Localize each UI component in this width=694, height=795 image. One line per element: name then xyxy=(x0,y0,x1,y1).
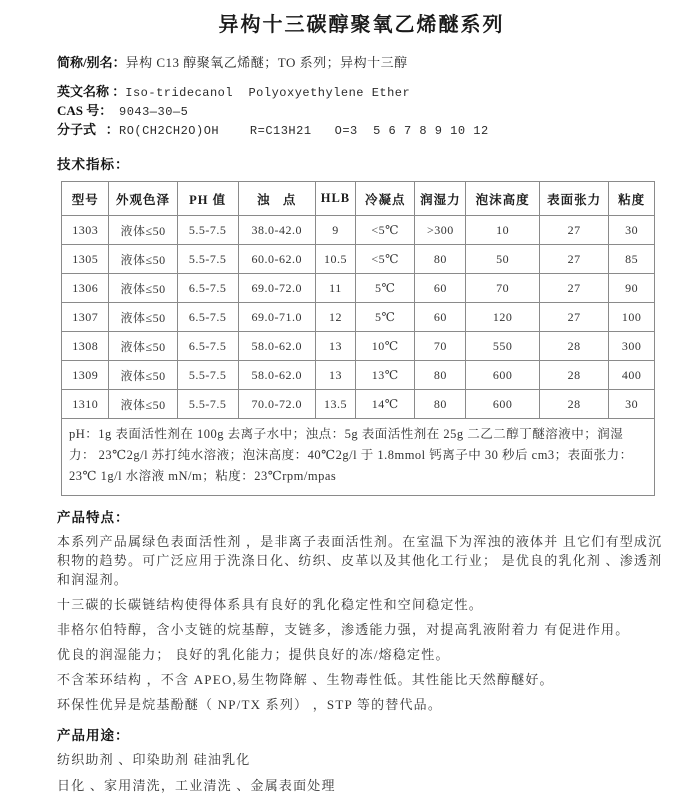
table-cell: 550 xyxy=(466,332,540,361)
alias-label: 简称/别名： xyxy=(57,55,126,70)
table-cell: <5℃ xyxy=(356,245,415,274)
feature-paragraph: 非格尔伯特醇，含小支链的烷基醇，支链多，渗透能力强，对提高乳液附着力 有促进作用。 xyxy=(57,622,630,637)
table-cell: 60.0-62.0 xyxy=(238,245,315,274)
cas-label: CAS 号： xyxy=(57,103,113,118)
table-cell: 液体≤50 xyxy=(109,274,177,303)
table-cell: 70 xyxy=(466,274,540,303)
table-cell: 13 xyxy=(315,332,355,361)
feature-paragraph: 环保性优异是烷基酚醚（ NP/TX 系列） ，STP 等的替代品。 xyxy=(57,697,443,712)
specs-header-row xyxy=(62,182,655,216)
table-row xyxy=(62,274,655,303)
table-cell: 58.0-62.0 xyxy=(238,332,315,361)
table-cell: 5.5-7.5 xyxy=(177,390,238,419)
table-cell: 液体≤50 xyxy=(109,245,177,274)
table-cell: 5.5-7.5 xyxy=(177,361,238,390)
cas-value: 9043—30—5 xyxy=(119,105,189,119)
table-cell: 30 xyxy=(609,390,655,419)
table-cell: 400 xyxy=(609,361,655,390)
table-cell: 100 xyxy=(609,303,655,332)
table-cell: <5℃ xyxy=(356,216,415,245)
table-cell: 5.5-7.5 xyxy=(177,216,238,245)
use-item: 日化 、家用清洗，工业清洗 、金属表面处理 xyxy=(57,778,336,793)
column-header: 外观色泽 xyxy=(109,182,177,216)
table-cell: 1307 xyxy=(62,303,109,332)
table-cell: 58.0-62.0 xyxy=(238,361,315,390)
table-cell: 60 xyxy=(415,274,466,303)
table-row xyxy=(62,361,655,390)
table-cell: 液体≤50 xyxy=(109,216,177,245)
table-cell: 27 xyxy=(539,245,608,274)
table-cell: 300 xyxy=(609,332,655,361)
table-cell: 70.0-72.0 xyxy=(238,390,315,419)
table-cell: 90 xyxy=(609,274,655,303)
features-heading: 产品特点： xyxy=(57,510,130,525)
table-cell: 28 xyxy=(539,332,608,361)
table-cell: 液体≤50 xyxy=(109,303,177,332)
table-row xyxy=(62,303,655,332)
table-cell: 10.5 xyxy=(315,245,355,274)
table-row xyxy=(62,245,655,274)
specs-note: pH：1g 表面活性剂在 100g 去离子水中；浊点：5g 表面活性剂在 25g 二乙二醇丁醚溶液中；润湿力： 23℃2g/l 苏打纯水溶液；泡沫高度：40℃2g/l 于 1.8mmol 钙离子中 30 秒后 cm3；表面张力：23℃ 1g/l 水溶液 mN/m；粘度：23℃rpm/mpas xyxy=(61,418,655,496)
column-header: 冷凝点 xyxy=(356,182,415,216)
table-cell: 10 xyxy=(466,216,540,245)
feature-paragraph: 十三碳的长碳链结构使得体系具有良好的乳化稳定性和空间稳定性。 xyxy=(57,597,484,612)
page-title: 异构十三碳醇聚氧乙烯醚系列 xyxy=(218,14,505,36)
table-cell: 1306 xyxy=(62,274,109,303)
table-cell: >300 xyxy=(415,216,466,245)
english-name-line xyxy=(57,84,666,101)
table-row xyxy=(62,332,655,361)
alias-value: 异构 C13 醇聚氧乙烯醚；TO 系列；异构十三醇 xyxy=(125,55,408,70)
table-cell: 5℃ xyxy=(356,303,415,332)
english-name-label: 英文名称 ： xyxy=(57,84,126,99)
table-cell: 液体≤50 xyxy=(109,361,177,390)
table-cell: 80 xyxy=(415,390,466,419)
table-row xyxy=(62,216,655,245)
table-cell: 70 xyxy=(415,332,466,361)
table-cell: 1310 xyxy=(62,390,109,419)
specs-table xyxy=(61,181,655,419)
table-cell: 1303 xyxy=(62,216,109,245)
formula-label: 分子式 ： xyxy=(57,122,119,137)
table-cell: 10℃ xyxy=(356,332,415,361)
use-item: 纺织助剂 、印染助剂 硅油乳化 xyxy=(57,752,251,767)
table-cell: 28 xyxy=(539,390,608,419)
table-cell: 85 xyxy=(609,245,655,274)
cas-line xyxy=(57,103,666,120)
table-cell: 13 xyxy=(315,361,355,390)
feature-paragraph: 不含苯环结构 ，不含 APEO,易生物降解 、生物毒性低。其性能比天然醇醚好。 xyxy=(57,672,554,687)
table-cell: 液体≤50 xyxy=(109,332,177,361)
table-cell: 80 xyxy=(415,361,466,390)
column-header: 润湿力 xyxy=(415,182,466,216)
table-cell: 1309 xyxy=(62,361,109,390)
english-name-value: Iso-tridecanol Polyoxyethylene Ether xyxy=(125,86,411,100)
table-cell: 80 xyxy=(415,245,466,274)
formula-line xyxy=(57,122,666,139)
table-cell: 11 xyxy=(315,274,355,303)
table-cell: 6.5-7.5 xyxy=(177,274,238,303)
table-cell: 120 xyxy=(466,303,540,332)
table-cell: 12 xyxy=(315,303,355,332)
table-cell: 30 xyxy=(609,216,655,245)
table-cell: 1305 xyxy=(62,245,109,274)
table-cell: 液体≤50 xyxy=(109,390,177,419)
table-cell: 38.0-42.0 xyxy=(238,216,315,245)
column-header: 表面张力 xyxy=(539,182,608,216)
feature-paragraph: 优良的润湿能力； 良好的乳化能力；提供良好的冻/熔稳定性。 xyxy=(57,647,450,662)
column-header: 泡沫高度 xyxy=(466,182,540,216)
feature-paragraph: 本系列产品属绿色表面活性剂 ，是非离子表面活性剂。在室温下为浑浊的液体并 且它们有型成沉积物的趋势。可广泛应用于洗涤日化、纺织、皮革以及其他化工行业； 是优良的乳化剂 、渗透剂和润湿剂。 xyxy=(57,534,663,587)
column-header: 粘度 xyxy=(609,182,655,216)
table-cell: 50 xyxy=(466,245,540,274)
table-cell: 27 xyxy=(539,274,608,303)
table-cell: 69.0-71.0 xyxy=(238,303,315,332)
table-cell: 14℃ xyxy=(356,390,415,419)
column-header: 浊 点 xyxy=(238,182,315,216)
uses-section xyxy=(57,750,666,795)
table-cell: 600 xyxy=(466,361,540,390)
column-header: 型号 xyxy=(62,182,109,216)
features-section xyxy=(57,532,666,714)
column-header: HLB xyxy=(315,182,355,216)
table-cell: 5℃ xyxy=(356,274,415,303)
table-cell: 13.5 xyxy=(315,390,355,419)
formula-value: RO(CH2CH2O)OH R=C13H21 O=3 5 6 7 8 9 10 12 xyxy=(119,124,489,138)
table-cell: 13℃ xyxy=(356,361,415,390)
table-cell: 600 xyxy=(466,390,540,419)
table-cell: 27 xyxy=(539,216,608,245)
table-cell: 5.5-7.5 xyxy=(177,245,238,274)
table-cell: 6.5-7.5 xyxy=(177,332,238,361)
uses-heading: 产品用途： xyxy=(57,728,130,743)
table-cell: 6.5-7.5 xyxy=(177,303,238,332)
column-header: PH 值 xyxy=(177,182,238,216)
table-cell: 28 xyxy=(539,361,608,390)
alias-line xyxy=(57,55,666,71)
table-cell: 69.0-72.0 xyxy=(238,274,315,303)
table-cell: 60 xyxy=(415,303,466,332)
table-cell: 9 xyxy=(315,216,355,245)
table-row xyxy=(62,390,655,419)
table-cell: 1308 xyxy=(62,332,109,361)
table-cell: 27 xyxy=(539,303,608,332)
tech-specs-heading: 技术指标： xyxy=(57,157,130,172)
